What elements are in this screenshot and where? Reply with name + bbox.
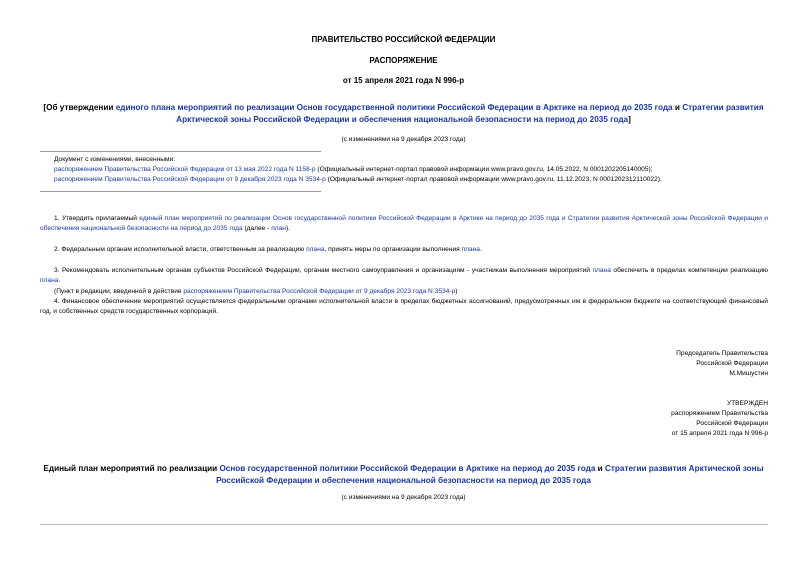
signature-name: М.Мишустин bbox=[729, 370, 768, 377]
paragraph-1: 1. Утвердить прилагаемый единый план мероприятий по реализации Основ государственной политики Российской Федерации в Арктике на период до 2035 года и Стратегии развития Арктической зоны Российской Федерации и обеспечения национальной безопасности на период до 2035 года (далее - план). bbox=[40, 215, 768, 232]
approval-line-2: распоряжением Правительства bbox=[671, 410, 768, 417]
paragraph-1-plan-short-link[interactable]: план bbox=[271, 225, 286, 232]
divider-bottom bbox=[40, 191, 321, 192]
plan-title: Единый план мероприятий по реализации Основ государственной политики Российской Федерации в Арктике на период до 2035 года и Стратегии развития Арктической зоны Российской Федерации и обеспечения национальной безопасности на период до 2035 года bbox=[43, 464, 764, 485]
document-title: [Об утверждении единого плана мероприятий по реализации Основ государственной политики Российской Федерации в Арктике на период до 2035 года и Стратегии развития Арктической зоны Российской Федерации и обеспечения национальной безопасности на период до 2035 года] bbox=[43, 103, 764, 124]
paragraph-3-edition-note: (Пункт в редакции, введенной в действие распоряжением Правительства Российской Федерации от 9 декабря 2023 года N 3534-р) bbox=[54, 288, 458, 295]
approval-line-3: Российской Федерации bbox=[696, 420, 768, 427]
document-type: РАСПОРЯЖЕНИЕ bbox=[369, 56, 438, 65]
paragraph-4: 4. Финансовое обеспечение мероприятий осуществляется федеральными органами исполнительной власти в пределах бюджетных ассигнований, предусмотренных им в федеральном бюджете на соответствующий финансовый год, и собственных средств государственных корпораций. bbox=[40, 298, 768, 315]
paragraph-2-plan-link[interactable]: плана bbox=[306, 246, 325, 253]
plan-amendment-note: (с изменениями на 9 декабря 2023 года) bbox=[341, 494, 466, 501]
edition-note-link[interactable]: распоряжением Правительства Российской Федерации от 9 декабря 2023 года N 3534-р bbox=[183, 288, 456, 295]
page-bottom-rule bbox=[40, 524, 768, 525]
government-heading: ПРАВИТЕЛЬСТВО РОССИЙСКОЙ ФЕДЕРАЦИИ bbox=[311, 35, 496, 44]
paragraph-3-plan-link[interactable]: плана bbox=[592, 267, 611, 274]
paragraph-2: 2. Федеральным органам исполнительной власти, ответственным за реализацию плана, принять меры по организации выполнения плана. bbox=[54, 246, 482, 253]
change-item: распоряжением Правительства Российской Федерации от 13 мая 2022 года N 1158-р (Официальный интернет-портал правовой информации www.pravo.gov.ru, 14.05.2022, N 0001202205140005); bbox=[54, 166, 653, 173]
paragraph-1-plan-link[interactable]: единый план мероприятий по реализации Основ государственной политики Российской Федерации в Арктике на период до 2035 года и Стратегии развития Арктической зоны Российской Федерации и обеспечения национальной безопасности на период до 2035 года bbox=[40, 215, 768, 232]
change-link-2023[interactable]: распоряжением Правительства Российской Федерации от 9 декабря 2023 года N 3534-р bbox=[54, 176, 326, 183]
paragraph-3: 3. Рекомендовать исполнительным органам субъектов Российской Федерации, органам местного самоуправления и организациям - участникам выполнения мероприятий плана обеспечить в пределах компетенции реализацию плана. bbox=[40, 267, 768, 284]
change-item: распоряжением Правительства Российской Федерации от 9 декабря 2023 года N 3534-р (Официальный интернет-портал правовой информации www.pravo.gov.ru, 11.12.2023, N 0001202312110022). bbox=[54, 176, 662, 183]
signature-position: Председатель Правительства bbox=[676, 350, 768, 357]
amendment-note: (с изменениями на 9 декабря 2023 года) bbox=[341, 136, 466, 143]
plan-title-strategy-link[interactable]: Стратегии развития Арктической зоны Российской Федерации и обеспечения национальной безопасности на период до 2035 года bbox=[216, 464, 764, 485]
approval-date: от 15 апреля 2021 года N 996-р bbox=[671, 430, 768, 437]
change-link-2022[interactable]: распоряжением Правительства Российской Федерации от 13 мая 2022 года N 1158-р bbox=[54, 166, 316, 173]
approval-block bbox=[460, 399, 768, 439]
plan-title-foundations-link[interactable]: Основ государственной политики Российской Федерации в Арктике на период до 2035 года bbox=[219, 464, 596, 473]
title-strategy-link[interactable]: Стратегии развития Арктической зоны Российской Федерации и обеспечения национальной безопасности на период до 2035 года bbox=[176, 103, 764, 124]
title-plan-link[interactable]: единого плана мероприятий по реализации Основ государственной политики Российской Федерации в Арктике на период до 2035 года bbox=[115, 103, 673, 112]
changes-intro: Документ с изменениями, внесенными: bbox=[54, 156, 176, 163]
approval-heading: УТВЕРЖДЕН bbox=[726, 400, 768, 407]
signature-country: Российской Федерации bbox=[696, 360, 768, 367]
signature-block bbox=[460, 349, 768, 379]
divider-top bbox=[40, 151, 321, 152]
paragraph-3-plan-link-2[interactable]: плана bbox=[40, 277, 59, 284]
changes-block bbox=[54, 155, 774, 185]
paragraph-2-plan-link-2[interactable]: плана bbox=[461, 246, 480, 253]
document-date-number: от 15 апреля 2021 года N 996-р bbox=[342, 76, 465, 85]
